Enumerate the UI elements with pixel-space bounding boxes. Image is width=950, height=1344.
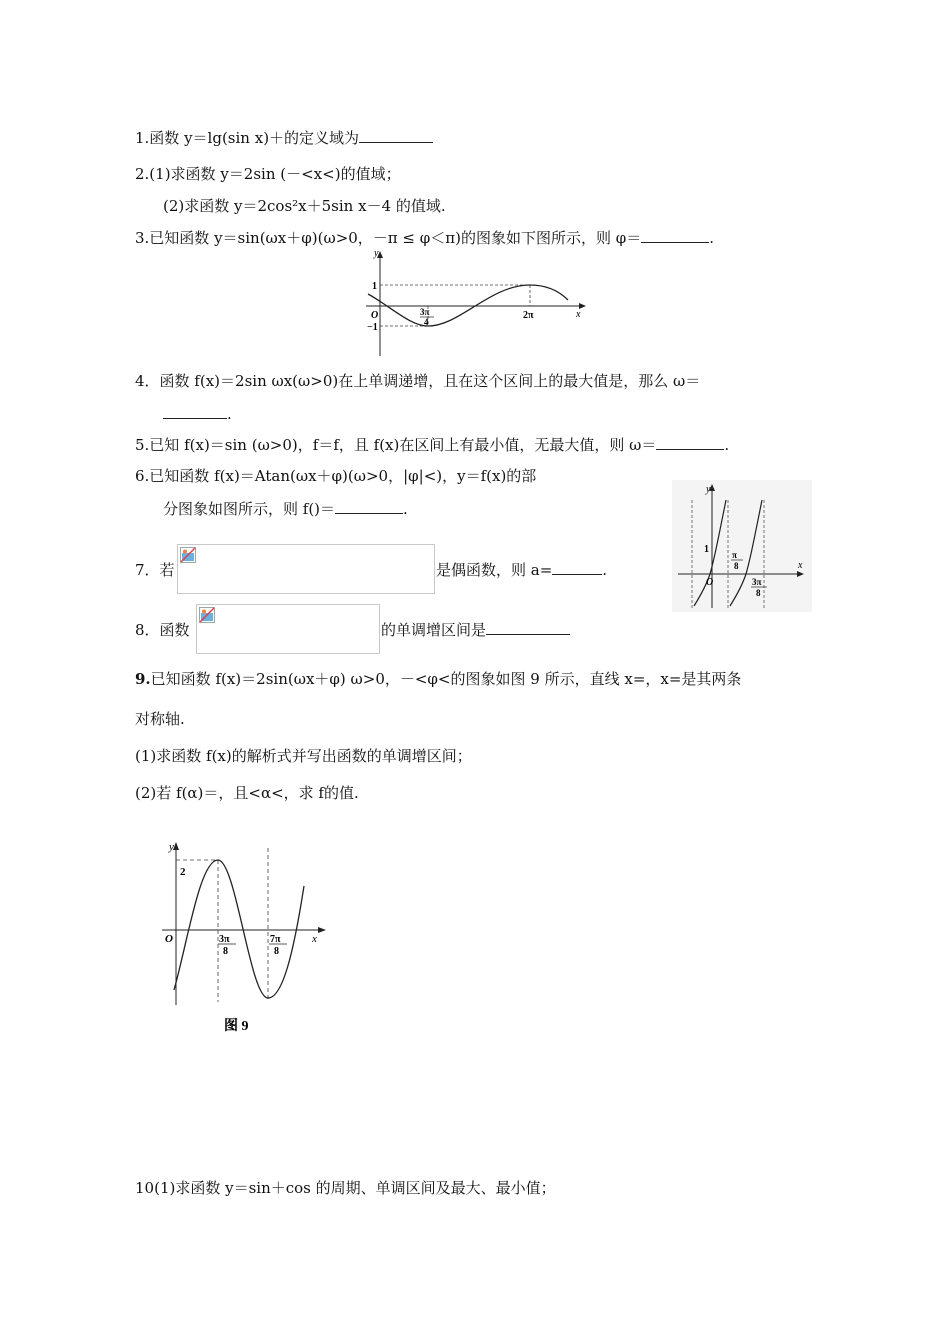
graph3-x-label: x xyxy=(576,309,581,320)
problem-6-end: . xyxy=(403,500,408,518)
graph6-3pi-label: 3π xyxy=(752,577,762,587)
graph3-origin-label: O xyxy=(371,310,379,321)
problem-6-text-2: 分图象如图所示，则 f()＝ xyxy=(163,500,336,518)
problem-6-line-2 xyxy=(163,499,408,519)
problem-8 xyxy=(381,620,570,640)
problem-7-prefix: 7．若 xyxy=(135,561,175,579)
graph6-origin-label: O xyxy=(706,577,714,588)
problem-1-text: 1.函数 y＝lg(sin x)＋的定义域为 xyxy=(135,129,360,147)
problem-9-part-2: (2)若 f(α)＝，且<α<，求 f的值. xyxy=(135,784,359,802)
graph3-3pi-label: 3π xyxy=(420,307,430,317)
broken-formula-image-7 xyxy=(177,544,435,594)
graph3-one-label: 1 xyxy=(372,281,377,292)
problem-3 xyxy=(135,228,714,248)
problem-4-end: . xyxy=(227,405,232,423)
graph9-caption: 图 9 xyxy=(224,1019,249,1034)
problem-9-text: 已知函数 f(x)＝2sin(ωx＋φ) ω>0，－<φ<的图象如图 9 所示，直线 x=，x=是其两条 xyxy=(150,670,742,688)
problem-2-part-1: 2.(1)求函数 y＝2sin (－<x<)的值域； xyxy=(135,165,401,183)
sine-curve-figure-9 xyxy=(174,860,304,998)
problem-5-end: . xyxy=(724,436,730,454)
graph9-eight-b-label: 8 xyxy=(274,946,279,957)
answer-blank-5[interactable] xyxy=(656,435,724,450)
broken-image-icon xyxy=(199,607,215,623)
graph3-four-label: 4 xyxy=(424,317,429,327)
graph9-3pi-label: 3π xyxy=(219,934,230,945)
problem-7-suffix: 是偶函数，则 a= xyxy=(436,561,553,579)
graph-figure-9 xyxy=(158,840,333,1040)
problem-10: 10(1)求函数 y＝sin＋cos 的周期、单调区间及最大、最小值； xyxy=(135,1179,556,1197)
graph9-origin-label: O xyxy=(165,933,173,945)
problem-5-text: 5.已知 f(x)＝sin (ω>0)，f＝f，且 f(x)在区间上有最小值，无最大值，则 ω＝ xyxy=(135,436,657,454)
problem-1 xyxy=(135,128,433,148)
graph-problem-6 xyxy=(672,480,812,612)
graph-problem-3 xyxy=(360,248,592,360)
problem-9-part-1: (1)求函数 f(x)的解析式并写出函数的单调增区间； xyxy=(135,747,472,765)
problem-2-part-2: (2)求函数 y＝2cos²x＋5sin x－4 的值域. xyxy=(163,197,446,215)
problem-4-line-2 xyxy=(163,404,232,424)
problem-9-line-2: 对称轴. xyxy=(135,710,185,728)
answer-blank-1[interactable] xyxy=(359,128,433,143)
graph3-neg-one-label: −1 xyxy=(367,322,378,333)
graph6-x-label: x xyxy=(798,560,803,571)
answer-blank-4[interactable] xyxy=(163,404,227,419)
answer-blank-7[interactable] xyxy=(552,560,602,575)
graph3-y-label: y xyxy=(374,248,379,259)
problem-9-number: 9. xyxy=(135,670,151,688)
problem-8-prefix: 8．函数 xyxy=(135,621,190,639)
graph9-two-label: 2 xyxy=(180,866,186,878)
graph6-pi-label: π xyxy=(732,550,737,560)
graph3-2pi-label: 2π xyxy=(523,310,534,321)
problem-3-text: 3.已知函数 y＝sin(ωx＋φ)(ω>0，－π ≤ φ＜π)的图象如下图所示，则 φ＝ xyxy=(135,229,642,247)
graph6-eight-b-label: 8 xyxy=(756,588,761,598)
problem-7 xyxy=(436,560,607,580)
graph6-eight-a-label: 8 xyxy=(734,561,739,571)
problem-8-suffix: 的单调增区间是 xyxy=(381,621,487,639)
answer-blank-3[interactable] xyxy=(641,228,709,243)
graph9-x-label: x xyxy=(312,933,317,945)
answer-blank-6[interactable] xyxy=(335,499,403,514)
graph6-y-label: y xyxy=(706,484,711,495)
problem-6-line-1: 6.已知函数 f(x)＝Atan(ωx＋φ)(ω>0，|φ|<)，y＝f(x)的部 xyxy=(135,467,537,485)
graph6-one-label: 1 xyxy=(704,544,709,555)
graph9-7pi-label: 7π xyxy=(270,934,281,945)
answer-blank-8[interactable] xyxy=(486,620,570,635)
broken-formula-image-8 xyxy=(196,604,380,654)
graph9-eight-a-label: 8 xyxy=(223,946,228,957)
problem-9-line-1 xyxy=(135,669,741,689)
broken-image-icon xyxy=(180,547,196,563)
problem-5 xyxy=(135,435,729,455)
graph9-y-label: y xyxy=(169,841,174,853)
problem-3-end: . xyxy=(709,229,715,247)
problem-7-end: . xyxy=(602,561,608,579)
problem-4-line-1: 4．函数 f(x)＝2sin ωx(ω>0)在上单调递增，且在这个区间上的最大值是，那么 ω＝ xyxy=(135,372,701,390)
